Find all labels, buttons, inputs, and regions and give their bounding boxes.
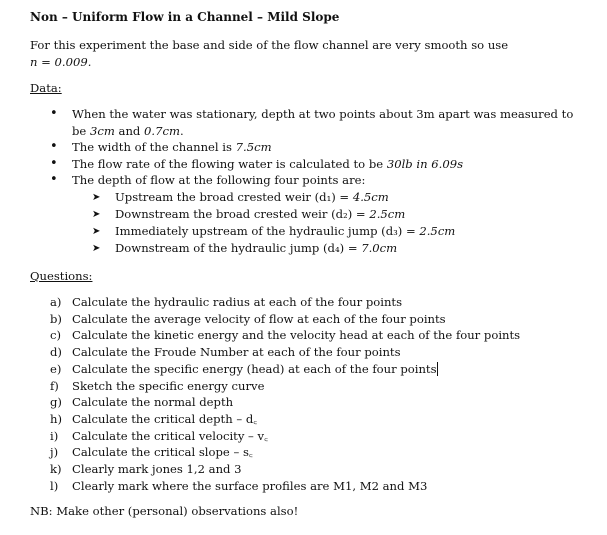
data-text: When the water was stationary, depth at two points about 3m apart was measured to be: [72, 107, 574, 138]
manning-value: n = 0.009.: [30, 54, 92, 69]
arrow-bullet-icon: ➤: [92, 242, 101, 254]
questions-list: [50, 294, 600, 494]
depth-points-list: [92, 189, 590, 257]
depth-label: Downstream the broad crested weir (d₂) =: [115, 206, 370, 221]
bullet-icon: •: [50, 139, 58, 154]
data-text: .: [179, 123, 184, 138]
question-item: [50, 378, 600, 395]
question-letter: e): [50, 361, 62, 376]
question-letter: c): [50, 328, 62, 343]
question-letter: l): [50, 478, 59, 493]
question-item: [50, 294, 600, 311]
data-text: The width of the channel is: [72, 140, 236, 154]
question-text: Clearly mark where the surface profiles are M1, M2 and M3: [72, 478, 428, 493]
question-letter: h): [50, 411, 62, 426]
arrow-bullet-icon: ➤: [92, 208, 101, 220]
data-value: 3cm: [89, 123, 115, 138]
question-item: [50, 411, 600, 428]
data-text: The flow rate of the flowing water is calculated to be: [72, 156, 387, 171]
depth-point: [92, 189, 590, 206]
bullet-icon: •: [50, 155, 58, 171]
intro-paragraph: [30, 37, 590, 70]
question-item: [50, 311, 600, 328]
question-text: Calculate the normal depth: [72, 395, 234, 410]
depth-value: 7.0cm: [361, 240, 398, 255]
depth-label: Downstream of the hydraulic jump (d₄) =: [115, 240, 362, 255]
depth-point: [92, 206, 590, 223]
questions-heading: Questions:: [30, 269, 93, 283]
document-title: Non – Uniform Flow in a Channel – Mild Slope: [30, 10, 340, 24]
arrow-bullet-icon: ➤: [92, 225, 101, 237]
question-item: [50, 361, 600, 378]
data-value: 0.7cm: [144, 123, 180, 138]
arrow-bullet-icon: ➤: [92, 191, 101, 203]
data-item: [50, 156, 590, 173]
question-text: Calculate the Froude Number at each of the four points: [72, 345, 401, 360]
question-text: Calculate the kinetic energy and the velocity head at each of the four points: [72, 328, 521, 343]
depth-point: [92, 240, 590, 257]
question-letter: b): [50, 311, 62, 326]
question-letter: k): [50, 462, 62, 477]
question-letter: g): [50, 395, 62, 410]
question-item: [50, 394, 600, 411]
bullet-icon: •: [50, 106, 58, 121]
question-text: Calculate the average velocity of flow at each of the four points: [72, 311, 446, 326]
nb-note: NB: Make other (personal) observations also!: [30, 504, 299, 518]
question-item: [50, 428, 600, 445]
depth-label: Upstream the broad crested weir (d₁) =: [115, 189, 353, 204]
data-text: and: [114, 123, 145, 138]
data-list: [50, 106, 590, 257]
depth-value: 2.5cm: [369, 206, 406, 221]
question-item: [50, 478, 600, 495]
question-text: Clearly mark jones 1,2 and 3: [72, 462, 242, 477]
depth-value: 4.5cm: [352, 189, 389, 204]
question-letter: d): [50, 345, 62, 360]
question-letter: a): [50, 295, 62, 309]
question-text: Calculate the critical depth – d꜀: [72, 411, 258, 426]
question-item: [50, 344, 600, 361]
question-item: [50, 327, 600, 344]
intro-text: For this experiment the base and side of the flow channel are very smooth so use: [30, 38, 509, 52]
question-item: [50, 461, 600, 478]
data-heading: Data:: [30, 81, 62, 95]
question-text: Calculate the critical velocity – v꜀: [72, 428, 269, 443]
question-letter: j): [50, 445, 59, 460]
question-letter: f): [50, 378, 59, 393]
data-item: [50, 139, 590, 156]
question-item: [50, 444, 600, 461]
depth-label: Immediately upstream of the hydraulic jump (d₃) =: [115, 223, 420, 238]
depth-value: 2.5cm: [419, 223, 456, 238]
question-letter: i): [50, 428, 59, 443]
question-text: Sketch the specific energy curve: [72, 378, 265, 393]
question-text[interactable]: Calculate the specific energy (head) at each of the four points: [72, 361, 437, 376]
data-value: 30lb in 6.09s: [386, 156, 464, 171]
data-item: [50, 172, 590, 257]
data-text: The depth of flow at the following four points are:: [72, 173, 366, 187]
depth-point: [92, 223, 590, 240]
data-item: [50, 106, 590, 139]
question-text: Calculate the hydraulic radius at each of the four points: [72, 295, 403, 309]
data-value: 7.5cm: [235, 140, 272, 154]
bullet-icon: •: [50, 172, 58, 187]
question-text: Calculate the critical slope – s꜀: [72, 445, 253, 460]
